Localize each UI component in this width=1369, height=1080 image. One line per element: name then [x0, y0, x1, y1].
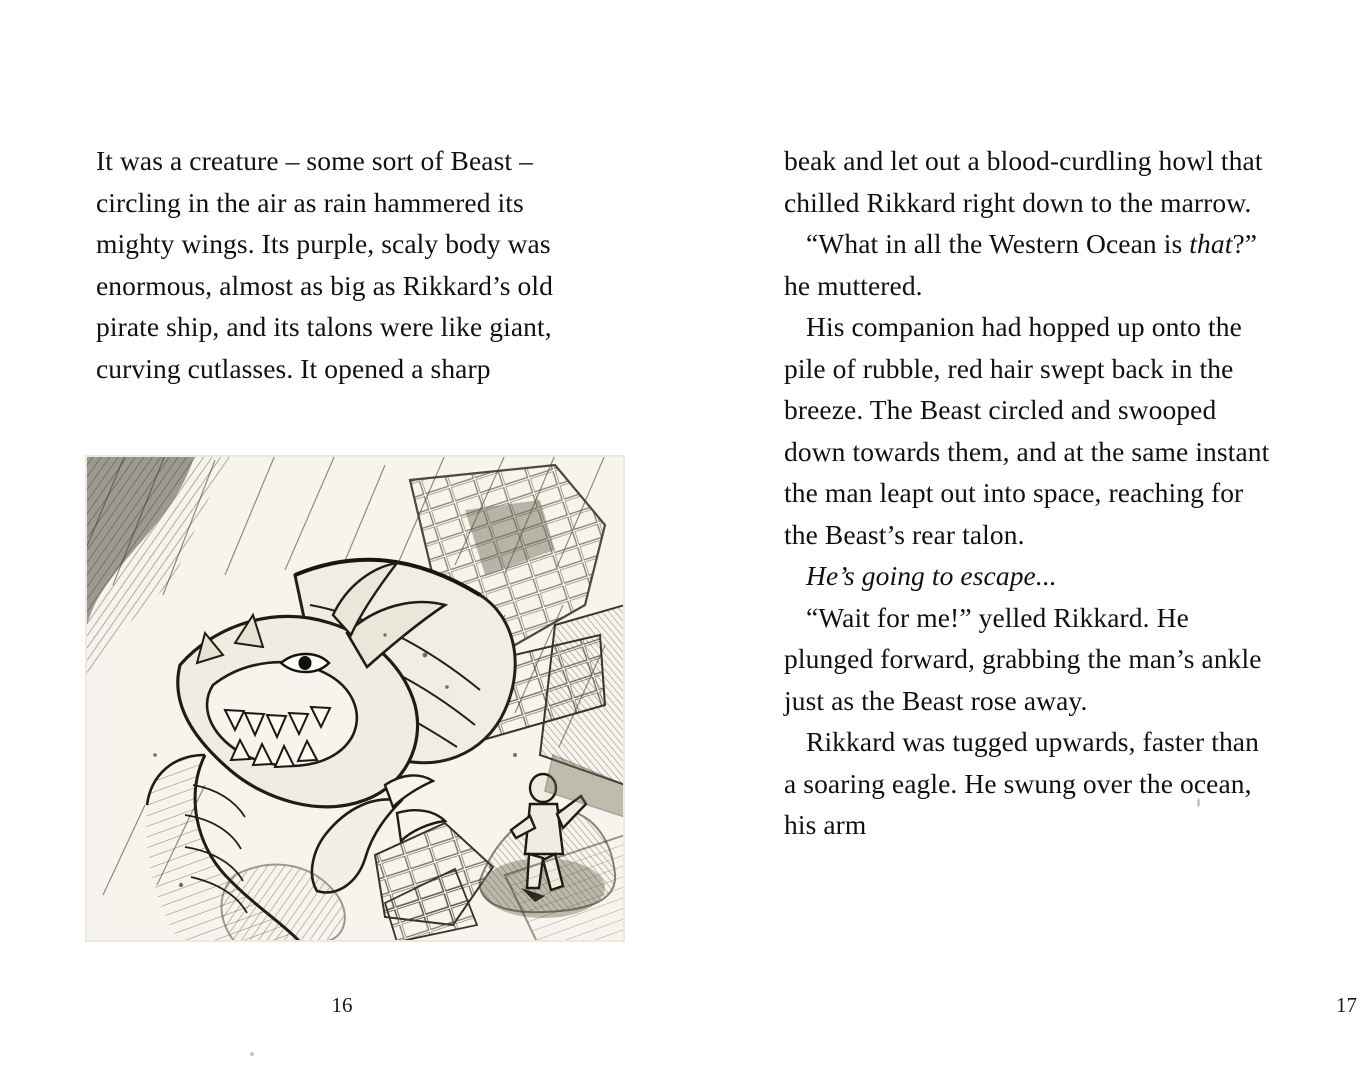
text-run-italic: He’s going to escape... — [806, 560, 1057, 591]
right-page-text — [784, 140, 1273, 846]
illustration-artwork — [85, 455, 625, 942]
paper-speck — [1197, 798, 1200, 807]
text-run: ?” he muttered. — [784, 228, 1258, 301]
paragraph — [784, 721, 1273, 846]
page-number-left: 16 — [331, 993, 353, 1017]
paragraph: It was a creature – some sort of Beast – circling in the air as rain hammered its mighty wings. Its purple, scaly body was enormous, almost as big as Rikkard’s old pirate ship, and its talons were like giant, curving cutlasses. It opened a sharp — [96, 145, 553, 384]
paragraph — [784, 140, 1273, 223]
paragraph — [784, 223, 1273, 306]
paragraph — [784, 597, 1273, 722]
paragraph — [784, 555, 1273, 597]
paragraph — [784, 306, 1273, 555]
text-run: “Wait for me!” yelled Rikkard. He plunged forward, grabbing the man’s ankle just as the Beast rose away. — [784, 601, 1262, 716]
page-number-right: 17 — [1336, 993, 1357, 1017]
text-run: His companion had hopped up onto the pile of rubble, red hair swept back in the breeze. The Beast circled and swooped down towards them, and at the same instant the man leapt out into space, reaching for the Beast’s rear talon. — [784, 311, 1270, 550]
text-run: Rikkard was tugged upwards, faster than a soaring eagle. He swung over the ocean, his arm — [784, 726, 1259, 840]
text-run: beak and let out a blood-curdling howl that chilled Rikkard right down to the marrow. — [784, 145, 1263, 218]
beast-attack-illustration — [85, 455, 625, 942]
paper-speck — [250, 1052, 254, 1056]
text-run-italic: that — [1189, 228, 1233, 259]
right-page — [684, 0, 1369, 1080]
text-run: “What in all the Western Ocean is — [806, 228, 1190, 259]
left-page-text — [96, 140, 584, 389]
left-page — [0, 0, 684, 1080]
